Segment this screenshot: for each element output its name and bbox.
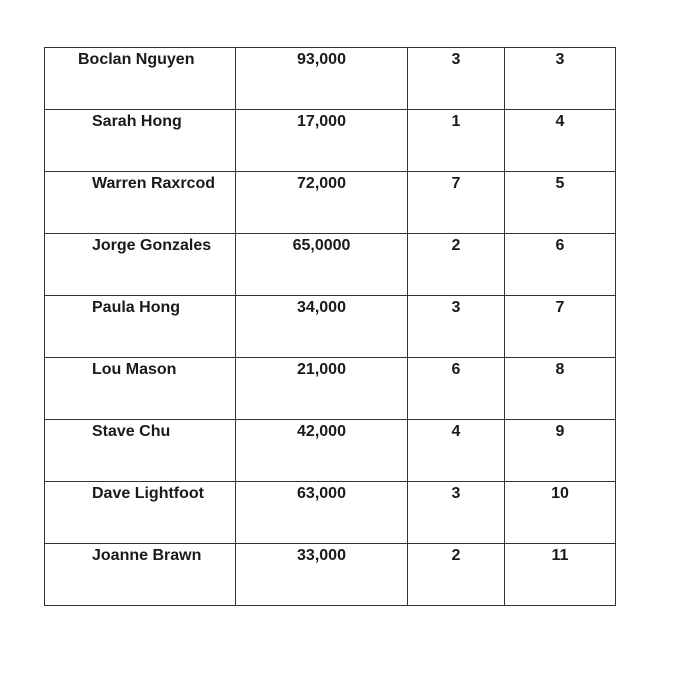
- amount-cell: 33,000: [236, 544, 408, 606]
- table-row: [45, 482, 616, 544]
- name-cell: Boclan Nguyen: [45, 48, 236, 110]
- table-row: [45, 110, 616, 172]
- table-row: [45, 358, 616, 420]
- name-cell: Lou Mason: [45, 358, 236, 420]
- rank-cell: 9: [505, 420, 616, 482]
- amount-cell: 65,0000: [236, 234, 408, 296]
- table-row: [45, 172, 616, 234]
- table-row: [45, 544, 616, 606]
- name-cell: Dave Lightfoot: [45, 482, 236, 544]
- table-row: [45, 234, 616, 296]
- rank-cell: 4: [505, 110, 616, 172]
- amount-cell: 93,000: [236, 48, 408, 110]
- count-cell: 3: [408, 482, 505, 544]
- amount-cell: 63,000: [236, 482, 408, 544]
- name-cell: Joanne Brawn: [45, 544, 236, 606]
- rank-cell: 3: [505, 48, 616, 110]
- amount-cell: 72,000: [236, 172, 408, 234]
- data-table: [44, 47, 616, 606]
- count-cell: 1: [408, 110, 505, 172]
- name-cell: Warren Raxrcod: [45, 172, 236, 234]
- amount-cell: 34,000: [236, 296, 408, 358]
- rank-cell: 8: [505, 358, 616, 420]
- table-row: [45, 420, 616, 482]
- count-cell: 6: [408, 358, 505, 420]
- count-cell: 4: [408, 420, 505, 482]
- rank-cell: 5: [505, 172, 616, 234]
- rank-cell: 10: [505, 482, 616, 544]
- table-row: [45, 296, 616, 358]
- amount-cell: 42,000: [236, 420, 408, 482]
- rank-cell: 11: [505, 544, 616, 606]
- name-cell: Paula Hong: [45, 296, 236, 358]
- count-cell: 2: [408, 234, 505, 296]
- rank-cell: 6: [505, 234, 616, 296]
- amount-cell: 21,000: [236, 358, 408, 420]
- count-cell: 7: [408, 172, 505, 234]
- count-cell: 3: [408, 48, 505, 110]
- amount-cell: 17,000: [236, 110, 408, 172]
- table-row: [45, 48, 616, 110]
- name-cell: Sarah Hong: [45, 110, 236, 172]
- rank-cell: 7: [505, 296, 616, 358]
- name-cell: Stave Chu: [45, 420, 236, 482]
- name-cell: Jorge Gonzales: [45, 234, 236, 296]
- count-cell: 3: [408, 296, 505, 358]
- count-cell: 2: [408, 544, 505, 606]
